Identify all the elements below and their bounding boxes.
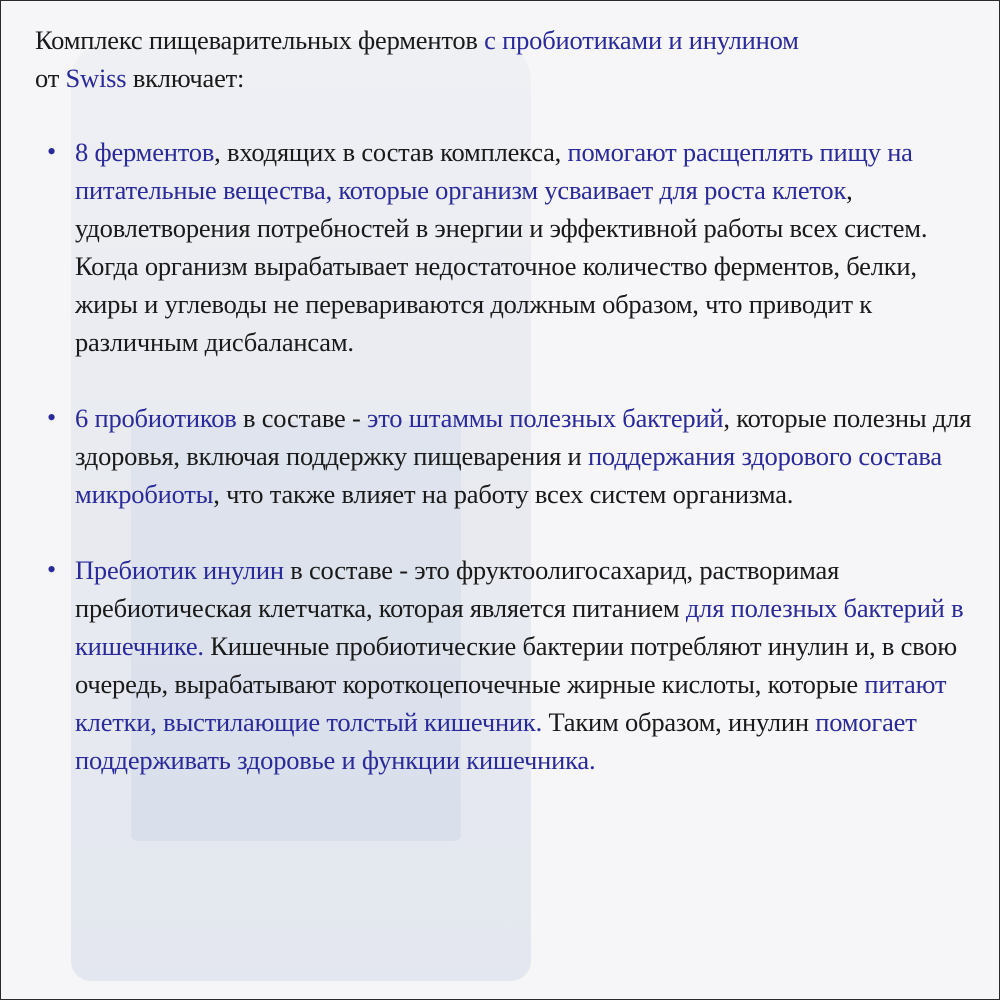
body-text: Кишечные пробиотические бактерии потребляют инулин и, в свою очередь, вырабатывают короткоцепочечные жирные кислоты, которые — [75, 631, 957, 699]
highlight-text: для полезных бактерий в кишечнике. — [75, 593, 964, 661]
highlight-text: 6 пробиотиков — [75, 403, 237, 433]
highlight-text: Пребиотик инулин — [75, 555, 284, 585]
highlight-text: помогает поддерживать здоровье и функции кишечника. — [75, 707, 917, 775]
list-item-inulin — [35, 551, 985, 779]
intro-text-1: Комплекс пищеварительных ферментов — [35, 25, 485, 55]
intro-text-3: включает: — [126, 63, 245, 93]
highlight-text: 8 ферментов — [75, 137, 215, 167]
body-text: в составе - это фруктоолигосахарид, растворимая пребиотическая клетчатка, которая является питанием — [75, 555, 840, 623]
intro-highlight-probiotics: с пробиотиками и инулином — [484, 25, 799, 55]
body-text: Таким образом, инулин — [542, 707, 816, 737]
bullet-icon: • — [47, 403, 56, 432]
highlight-text: питают клетки, выстилающие толстый кишечник. — [75, 669, 947, 737]
bullet-icon: • — [47, 555, 56, 584]
bullet-icon: • — [47, 137, 56, 166]
intro-paragraph — [35, 21, 985, 97]
intro-text-2: от — [35, 63, 66, 93]
intro-highlight-brand: Swiss — [65, 63, 127, 93]
body-text: в составе - — [236, 403, 368, 433]
list-item-enzymes — [35, 133, 985, 361]
list-item-probiotics — [35, 399, 985, 513]
description-text — [35, 21, 985, 817]
highlight-text: это штаммы полезных бактерий — [367, 403, 724, 433]
ingredients-list — [35, 133, 985, 779]
highlight-text: помогают расщеплять пищу на питательные вещества, которые организм усваивает для роста клеток — [75, 137, 913, 205]
body-text: , которые полезны для здоровья, включая поддержку пищеварения и — [75, 403, 972, 471]
highlight-text: поддержания здорового состава микробиоты — [75, 441, 942, 509]
body-text: , входящих в состав комплекса, — [214, 137, 568, 167]
body-text: , что также влияет на работу всех систем организма. — [213, 479, 794, 509]
body-text: , удовлетворения потребностей в энергии и эффективной работы всех систем. Когда организм вырабатывает недостаточное количество ферментов, белки, жиры и углеводы не перевариваются должным образом, что приводит к различным дисбалансам. — [75, 175, 928, 357]
